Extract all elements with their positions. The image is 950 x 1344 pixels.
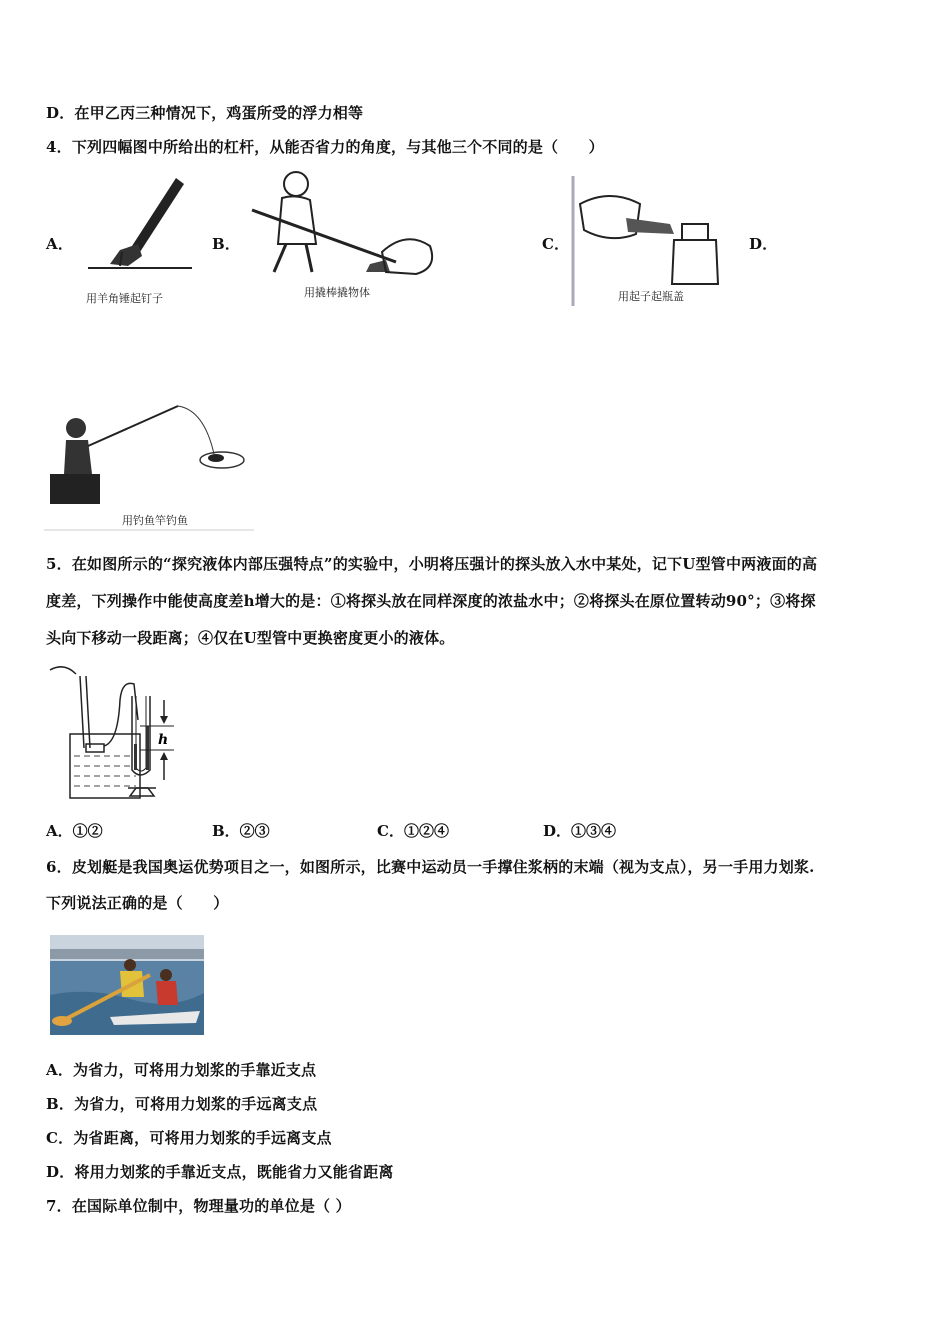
- caption-c: 用起子起瓶盖: [618, 290, 684, 303]
- caption-d: 用钓鱼竿钓鱼: [122, 514, 188, 527]
- q6-option-d: D．将用力划浆的手靠近支点，既能省力又能省距离: [46, 1163, 394, 1181]
- q5-option-b: B．②③: [212, 822, 270, 840]
- q7-stem: 7．在国际单位制中，物理量功的单位是（ ）: [46, 1197, 351, 1215]
- q3-option-d: D．在甲乙丙三种情况下，鸡蛋所受的浮力相等: [46, 104, 364, 122]
- q6-line1: 6．皮划艇是我国奥运优势项目之一，如图所示，比赛中运动员一手撑住浆柄的末端（视为支点），另一手用力划浆.: [46, 858, 815, 876]
- caption-b: 用撬棒撬物体: [304, 286, 370, 299]
- q4-label-b: B．: [212, 235, 241, 253]
- q5-option-c: C．①②④: [377, 822, 449, 840]
- q5-line1: 5．在如图所示的“探究液体内部压强特点”的实验中，小明将压强计的探头放入水中某处，记下U型管中两液面的高: [46, 555, 818, 573]
- q6-option-a: A．为省力，可将用力划浆的手靠近支点: [46, 1061, 317, 1079]
- h-label: h: [158, 732, 169, 748]
- caption-a: 用羊角锤起钉子: [86, 292, 163, 305]
- q5-line3: 头向下移动一段距离；④仅在U型管中更换密度更小的液体。: [46, 629, 455, 647]
- q6-line2: 下列说法正确的是（ ）: [46, 894, 229, 912]
- q5-option-d: D．①③④: [543, 822, 617, 840]
- crowbar-figure: [246, 164, 441, 304]
- q6-option-c: C．为省距离，可将用力划浆的手远离支点: [46, 1129, 332, 1147]
- bottle-opener-figure: [570, 174, 720, 308]
- q4-label-c: C．: [542, 235, 570, 253]
- q4-label-d: D．: [749, 235, 778, 253]
- q5-line2: 度差，下列操作中能使高度差h增大的是：①将探头放在同样深度的浓盐水中；②将探头在原位置转动90°；③将探: [46, 592, 816, 610]
- pressure-gauge-figure: [46, 660, 178, 802]
- claw-hammer-figure: [80, 172, 200, 308]
- q4-stem: 4．下列四幅图中所给出的杠杆，从能否省力的角度，与其他三个不同的是（ ）: [46, 138, 604, 156]
- q5-option-a: A．①②: [46, 822, 103, 840]
- q4-label-a: A．: [46, 235, 74, 253]
- fishing-rod-figure: [44, 402, 256, 532]
- canoe-photo: [50, 935, 204, 1035]
- q6-option-b: B．为省力，可将用力划浆的手远离支点: [46, 1095, 318, 1113]
